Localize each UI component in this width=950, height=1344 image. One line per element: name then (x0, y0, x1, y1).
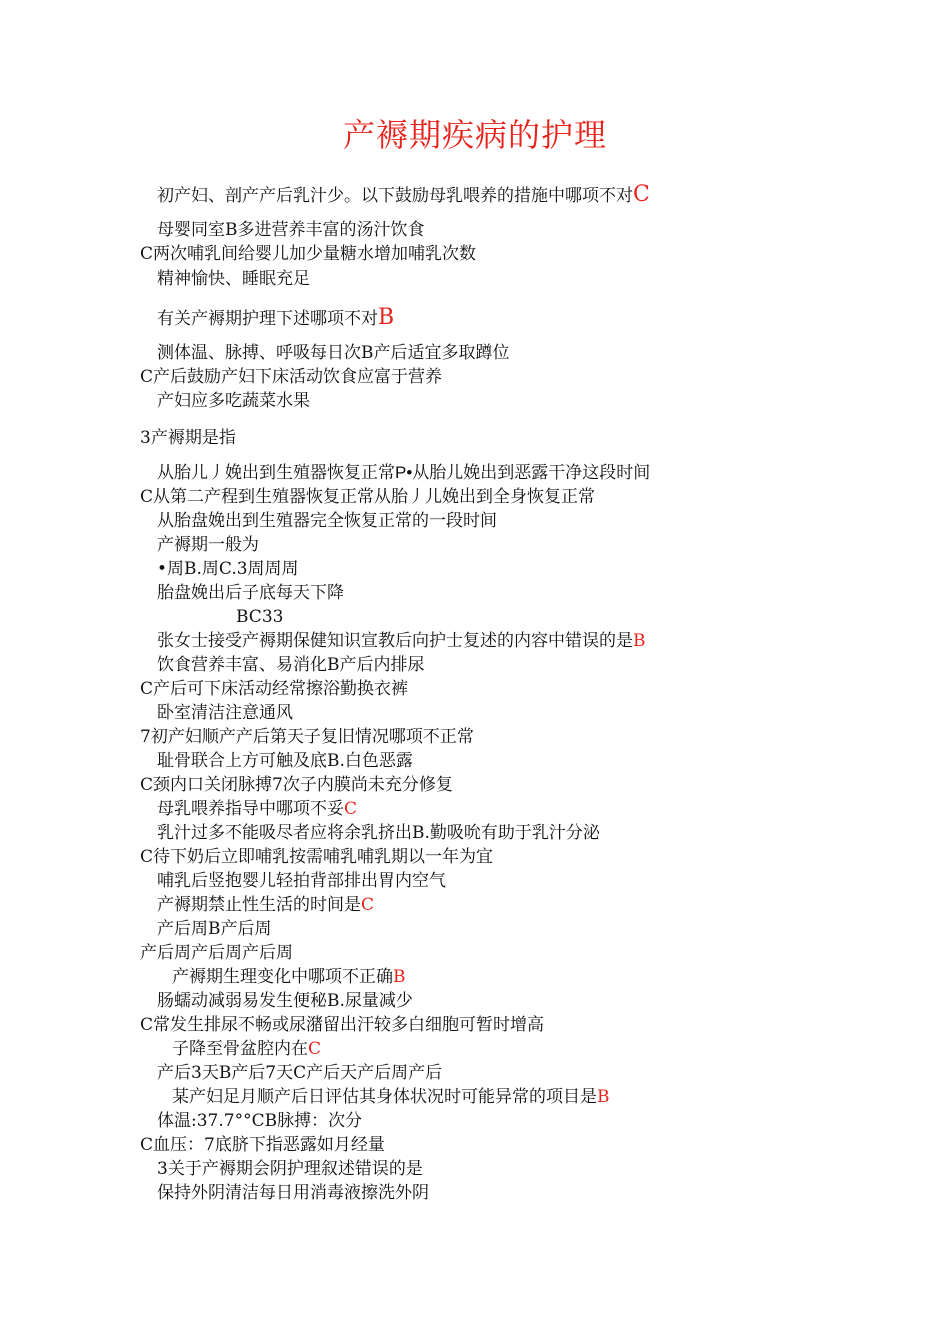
question-4: 产褥期一般为 (157, 535, 259, 555)
option-line: C产后可下床活动经常擦浴勤换衣裤 (140, 679, 409, 699)
option-line: C待下奶后立即哺乳按需哺乳哺乳期以一年为宜 (140, 847, 494, 867)
option-line: C产后鼓励产妇下床活动饮食应富于营养 (140, 367, 443, 387)
question-10 (172, 966, 406, 988)
question-2-answer: B (378, 305, 395, 330)
question-9-answer: C (361, 895, 375, 915)
option-line: 耻骨联合上方可触及底B.白色恶露 (157, 751, 413, 771)
question-13: 3关于产褥期会阴护理叙述错误的是 (157, 1159, 423, 1179)
option-marker: P• (395, 463, 413, 482)
option-line: 产后周产后周产后周 (140, 943, 293, 963)
option-line: 保持外阴清洁每日用消毒液擦洗外阴 (157, 1183, 429, 1203)
question-9 (157, 894, 374, 916)
document-title: 产褥期疾病的护理 (342, 116, 607, 154)
option-line: 卧室清洁注意通风 (157, 703, 293, 723)
option-line: 从胎盘娩出到生殖器完全恢复正常的一段时间 (157, 511, 497, 531)
option-line: •周B.周C.3周周周 (157, 559, 299, 579)
option-line: C常发生排尿不畅或尿潴留出汗较多白细胞可暂时增高 (140, 1015, 545, 1035)
option-line: 饮食营养丰富、易消化B产后内排尿 (157, 655, 425, 675)
question-9-text: 产褥期禁止性生活的时间是 (157, 895, 361, 915)
option-line: 测体温、脉搏、呼吸每日次B产后适宜多取蹲位 (157, 343, 510, 363)
question-6 (157, 630, 646, 652)
option-line: 产妇应多吃蔬菜水果 (157, 391, 310, 411)
question-12-answer: B (597, 1087, 610, 1107)
option-line: BC33 (236, 607, 284, 627)
question-7: 7初产妇顺产产后第天子复旧情况哪项不正常 (140, 727, 474, 747)
option-line: C颈内口关闭脉搏7次子内膜尚未充分修复 (140, 775, 453, 795)
question-12-text: 某产妇足月顺产后日评估其身体状况时可能异常的项目是 (172, 1087, 597, 1107)
question-8 (157, 798, 357, 820)
option-text: 从胎儿娩出到恶露干净这段时间 (412, 463, 651, 483)
question-6-text: 张女士接受产褥期保健知识宣教后向护士复述的内容中错误的是 (157, 631, 633, 651)
option-line: 哺乳后竖抱婴儿轻拍背部排出胃内空气 (157, 871, 446, 891)
question-10-text: 产褥期生理变化中哪项不正确 (172, 967, 393, 987)
question-8-answer: C (344, 799, 358, 819)
question-1 (157, 184, 650, 207)
option-line: 产后周B产后周 (157, 919, 272, 939)
question-6-answer: B (633, 631, 646, 651)
question-12 (172, 1086, 610, 1108)
option-line: 肠蠕动减弱易发生便秘B.尿量减少 (157, 991, 413, 1011)
option-line: 精神愉快、睡眠充足 (157, 269, 310, 289)
option-line: 乳汁过多不能吸尽者应将余乳挤出B.勤吸吮有助于乳汁分泌 (157, 823, 600, 843)
option-line (157, 462, 650, 484)
question-11-text: 子降至骨盆腔内在 (172, 1039, 308, 1059)
option-line: 体温:37.7°°CB脉搏：次分 (157, 1111, 363, 1131)
option-line: C两次哺乳间给婴儿加少量糖水增加哺乳次数 (140, 244, 477, 264)
question-8-text: 母乳喂养指导中哪项不妥 (157, 799, 344, 819)
option-line: C血压：7底脐下指恶露如月经量 (140, 1135, 385, 1155)
question-1-text: 初产妇、剖产产后乳汁少。以下鼓励母乳喂养的措施中哪项不对 (157, 186, 633, 206)
option-line: 产后3天B产后7天C产后天产后周产后 (157, 1063, 443, 1083)
question-5: 胎盘娩出后子底每天下降 (157, 583, 344, 603)
option-line: C从第二产程到生殖器恢复正常从胎丿儿娩出到全身恢复正常 (140, 487, 596, 507)
question-3: 3产褥期是指 (140, 428, 236, 448)
question-1-answer: C (633, 182, 650, 207)
option-line: 母婴同室B多进营养丰富的汤汁饮食 (157, 220, 425, 240)
question-10-answer: B (393, 967, 406, 987)
question-11 (172, 1038, 321, 1060)
question-2-text: 有关产褥期护理下述哪项不对 (157, 309, 378, 329)
option-text: 从胎儿丿娩出到生殖器恢复正常 (157, 463, 395, 483)
question-11-answer: C (308, 1039, 322, 1059)
question-2 (157, 307, 394, 330)
